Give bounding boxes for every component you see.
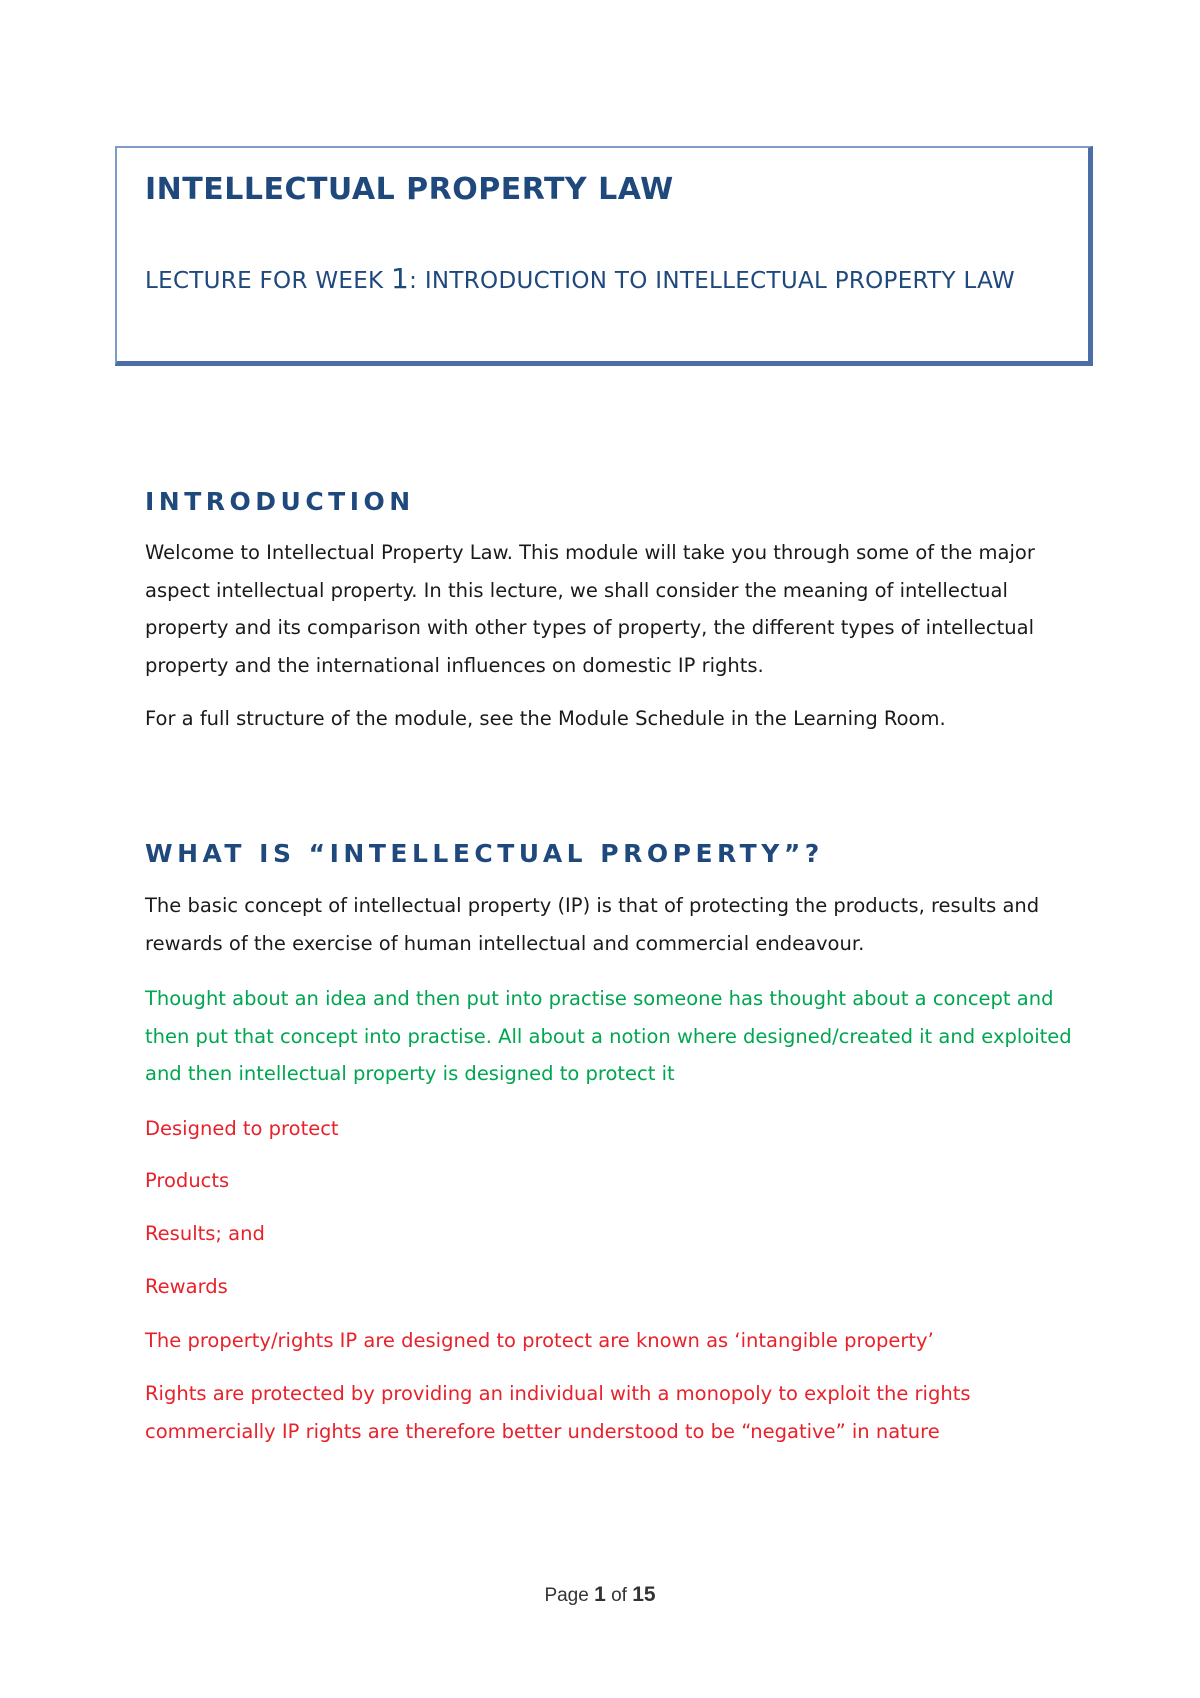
- current-page-number: 1: [594, 1583, 606, 1606]
- introduction-heading: INTRODUCTION: [145, 487, 415, 516]
- introduction-paragraph: Welcome to Intellectual Property Law. This module will take you through some of the major aspect intellectual property. In this lecture, we shall consider the meaning of intellectual property and its comparison with other types of property, the different types of intellectual property and the international influences on domestic IP rights.: [145, 541, 1035, 677]
- module-structure-paragraph: For a full structure of the module, see the Module Schedule in the Learning Room.: [145, 707, 946, 730]
- of-label: of: [611, 1585, 627, 1606]
- lecture-subtitle: [145, 250, 1065, 310]
- page-label: Page: [544, 1585, 589, 1606]
- document-title: INTELLECTUAL PROPERTY LAW: [145, 172, 674, 207]
- green-note: Thought about an idea and then put into practise someone has thought about a concept and then put that concept into practise. All about a notion where designed/created it and exploited and then intellectual property is designed to protect it: [145, 987, 1072, 1085]
- red-note-products: Products: [145, 1169, 230, 1192]
- red-note-monopoly: Rights are protected by providing an individual with a monopoly to exploit the rights commercially IP rights are therefore better understood to be “negative” in nature: [145, 1382, 971, 1443]
- week-number: 1: [391, 262, 410, 295]
- page-footer: [0, 1583, 1200, 1607]
- what-is-ip-heading: WHAT IS “INTELLECTUAL PROPERTY”?: [145, 839, 824, 868]
- subtitle-prefix: LECTURE FOR WEEK: [145, 268, 392, 294]
- total-pages-number: 15: [632, 1583, 656, 1606]
- red-note-intangible-property: The property/rights IP are designed to protect are known as ‘intangible property’: [145, 1329, 934, 1352]
- ip-concept-paragraph: The basic concept of intellectual property (IP) is that of protecting the products, results and rewards of the exercise of human intellectual and commercial endeavour.: [145, 894, 1040, 955]
- red-note-results: Results; and: [145, 1222, 265, 1245]
- subtitle-suffix: : INTRODUCTION TO INTELLECTUAL PROPERTY LAW: [409, 268, 1015, 294]
- red-note-designed-to-protect: Designed to protect: [145, 1117, 339, 1140]
- red-note-rewards: Rewards: [145, 1275, 228, 1298]
